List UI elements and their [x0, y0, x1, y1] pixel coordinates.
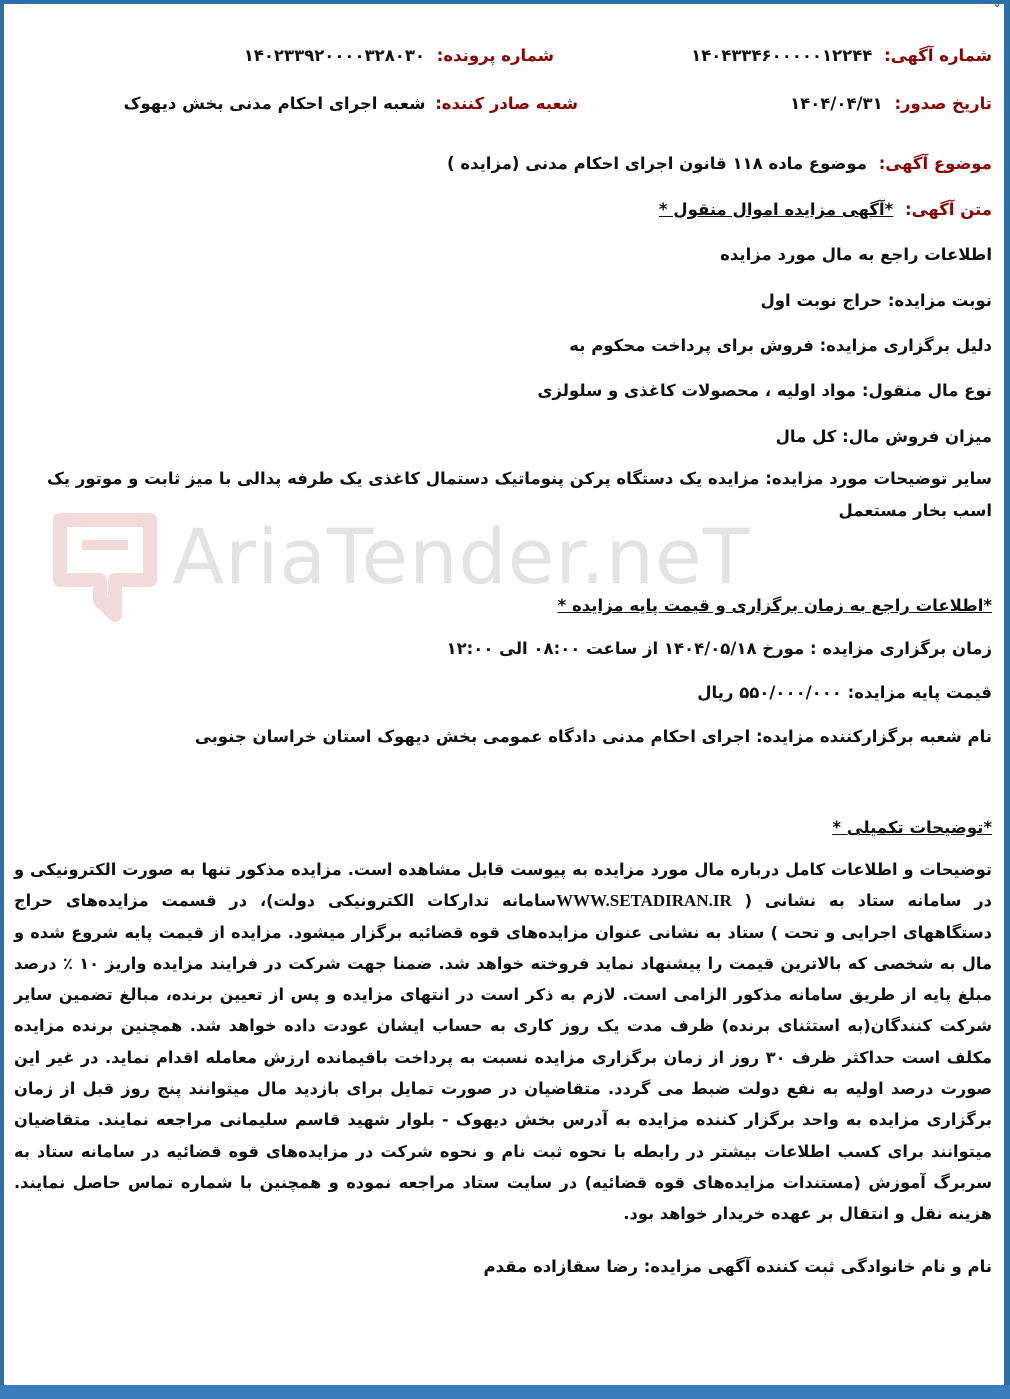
notice-subject — [447, 154, 992, 173]
extra-text-part-1: توضیحات و اطلاعات کامل درباره مال مورد مزایده به پیوست قابل مشاهده است. مزایده مذکور تنها به صورت الکترونیکی و در سامانه ستاد به نشانی ( — [14, 860, 992, 911]
body-label: متن آگهی: — [905, 200, 992, 219]
goods-type: نوع مال منقول: مواد اولیه ، محصولات کاغذی و سلولزی — [537, 381, 992, 400]
notice-number — [691, 46, 992, 65]
other-description: سایر توضیحات مورد مزایده: مزایده یک دستگاه پرکن پنوماتیک دستمال کاغذی یک طرفه پدالی با میز ثابت و موتور یک اسب بخار مستعمل — [46, 469, 992, 520]
setad-website: WWW.SETADIRAN.IR — [556, 891, 732, 911]
goods-info-title: اطلاعات راجع به مال مورد مزایده — [720, 245, 992, 264]
notice-number-value: ۱۴۰۴۳۳۴۶۰۰۰۰۰۱۲۲۴۴ — [691, 46, 873, 65]
case-number-label: شماره پرونده: — [436, 46, 554, 65]
subject-label: موضوع آگهی: — [878, 154, 992, 173]
watermark-text: AriaTender.neT — [172, 512, 751, 601]
time-price-heading: *اطلاعات راجع به زمان برگزاری و قیمت پایه مزایده * — [557, 596, 992, 615]
issuing-branch-label: شعبه صادر کننده: — [435, 94, 578, 113]
extra-info-paragraph — [14, 854, 992, 1230]
extra-text-part-2: سامانه تدارکات الکترونیکی دولت)، در قسمت مزایده‌های حراج دستگاههای اجرایی و تحت ) ستاد به نشانی عنوان مزایده‌های قوه قضائیه برگزار میشود. مزایده از قیمت پایه شروع شده و مال به شخصی که بالاترین قیمت را پیشنهاد نماید فروخته خواهد شد. ضمنا جهت شرکت در فرایند مزایده واریز ۱۰ ٪ درصد مبلغ پایه از طریق سامانه مذکور الزامی است. لازم به ذکر است در انتهای مزایده و پس از تعیین برنده، مبالغ تضمین سایر شرکت کنندگان(به استثنای برنده) ظرف مدت یک روز کاری به حساب ایشان عودت داده خواهد شد. همچنین برنده مزایده مکلف است حداکثر ظرف ۳۰ روز از زمان برگزاری مزایده نسبت به پرداخت باقیمانده ارزش معامله اقدام نماید. در غیر این صورت درصد اولیه به نفع دولت ضبط می گردد. متقاضیان در صورت تمایل برای بازدید مال میتوانند پنج روز قبل از زمان برگزاری مزایده به واحد برگزار کننده مزایده به آدرس بخش دیهوک - بلوار شهید قاسم سلیمانی مراجعه نمایند. متقاضیان میتوانند برای کسب اطلاعات بیشتر در رابطه با نحوه ثبت نام و نحوه شرکت در مزایده‌های قوه قضائیه در سامانه ستاد به سربرگ آموزش (مستندات مزایده‌های قوه قضائیه) در سایت ستاد مراجعه نموده و همچنین با شماره تماس حاصل نمایند. هزینه نقل و انتقال بر عهده خریدار خواهد بود. — [14, 891, 993, 1224]
window-top-border — [0, 0, 1010, 4]
case-number-value: ۱۴۰۲۳۳۹۲۰۰۰۰۳۲۸۰۳۰ — [243, 46, 425, 65]
notice-body-heading — [659, 200, 992, 219]
window-bottom-border — [0, 1385, 1010, 1399]
auction-round: نوبت مزایده: حراج نوبت اول — [760, 291, 992, 310]
extra-info-heading: *توضیحات تکمیلی * — [832, 818, 992, 837]
window-right-border — [1004, 0, 1010, 1399]
base-price: قیمت پایه مزایده: ۵۵۰/۰۰۰/۰۰۰ ریال — [697, 683, 992, 702]
case-number — [244, 46, 554, 65]
issue-date-label: تاریخ صدور: — [894, 94, 992, 113]
issue-date-value: ۱۴۰۴/۰۴/۳۱ — [790, 94, 883, 113]
issue-date — [790, 94, 992, 113]
registrar-name: نام و نام خانوادگی ثبت کننده آگهی مزایده: رضا سقازاده مقدم — [483, 1257, 992, 1276]
notice-number-label: شماره آگهی: — [884, 46, 992, 65]
issuing-branch — [124, 94, 578, 113]
corner-glyph-icon: ⌄ — [991, 0, 1002, 10]
window-left-border — [0, 0, 4, 1399]
organizer-branch: نام شعبه برگزارکننده مزایده: اجرای احکام مدنی دادگاه عمومی بخش دیهوک استان خراسان جنوبی — [194, 727, 992, 746]
subject-value: موضوع ماده ۱۱۸ قانون اجرای احکام مدنی (مزایده ) — [447, 154, 867, 173]
body-heading: *آگهی مزایده اموال منقول * — [658, 200, 894, 219]
auction-reason: دلیل برگزاری مزایده: فروش برای پرداخت محکوم به — [569, 336, 992, 355]
issuing-branch-value: شعبه اجرای احکام مدنی بخش دیهوک — [123, 94, 426, 113]
auction-time: زمان برگزاری مزایده : مورخ ۱۴۰۴/۰۵/۱۸ از ساعت ۰۸:۰۰ الی ۱۲:۰۰ — [446, 639, 992, 658]
sale-amount: میزان فروش مال: کل مال — [775, 427, 992, 446]
